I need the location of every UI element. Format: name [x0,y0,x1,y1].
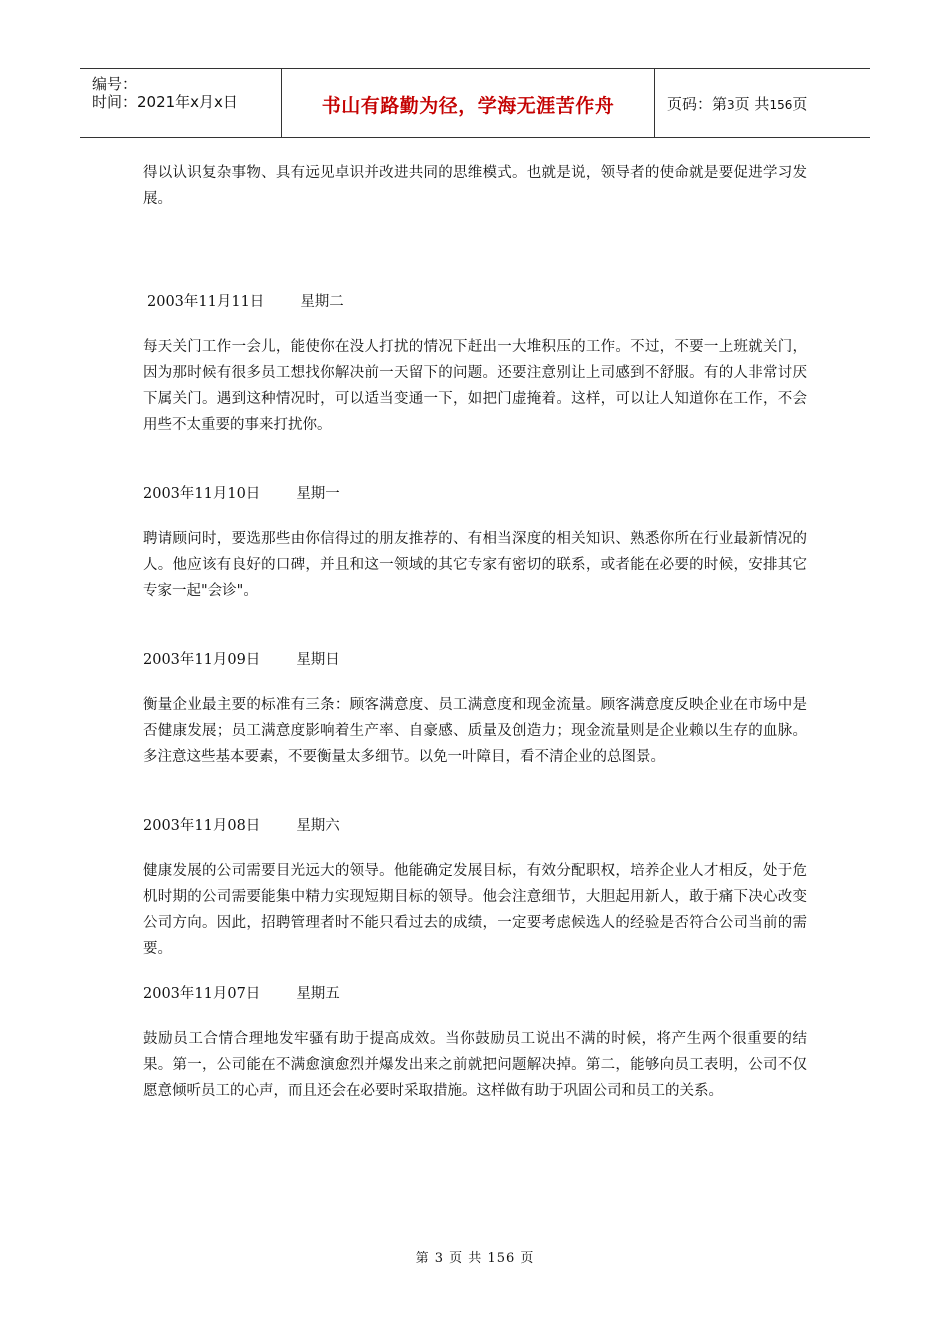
header-motto: 书山有路勤为径，学海无涯苦作舟 [321,95,615,117]
footer-suffix: 页 [520,1251,535,1266]
entry-paragraph: 衡量企业最主要的标准有三条：顾客满意度、员工满意度和现金流量。顾客满意度反映企业在市场中是否健康发展；员工满意度影响着生产率、自豪感、质量及创造力；现金流量则是企业赖以生存的血脉。多注意这些基本要素，不要衡量太多细节。以免一叶障目，看不清企业的总图景。 [143,697,807,765]
header-middle-cell [282,69,655,137]
entry-paragraph: 鼓励员工合情合理地发牢骚有助于提高成效。当你鼓励员工说出不满的时候，将产生两个很重要的结果。第一，公司能在不满愈演愈烈并爆发出来之前就把问题解决掉。第二，能够向员工表明，公司不仅愿意倾听员工的心声，而且还会在必要时采取措施。这样做有助于巩固公司和员工的关系。 [143,1031,807,1099]
entry-date-line [143,982,807,1006]
entry-weekday: 星期二 [300,294,344,310]
page-code-suffix: 页 [792,95,808,113]
page-code-mid: 页 共 [734,95,770,113]
intro-paragraph: 得以认识复杂事物、具有远见卓识并改进共同的思维模式。也就是说，领导者的使命就是要促进学习发展。 [143,165,807,207]
entry-weekday: 星期一 [296,486,340,502]
header-right-cell [655,69,870,137]
entry-date-line [143,814,807,838]
entry-date-line [143,648,807,672]
footer-current-page: 3 [434,1251,445,1266]
document-body [143,160,807,1104]
entry-paragraph: 每天关门工作一会儿，能使你在没人打扰的情况下赶出一大堆积压的工作。不过，不要一上班就关门，因为那时候有很多员工想找你解决前一天留下的问题。还要注意别让上司感到不舒服。有的人非常讨厌下属关门。遇到这种情况时，可以适当变通一下，如把门虚掩着。这样，可以让人知道你在工作，不会用些不太重要的事来打扰你。 [143,339,807,433]
document-number-label: 编号： [92,75,138,93]
page-code-current: 3 [727,98,735,112]
page-header [80,68,870,138]
page-code-total: 156 [769,98,793,112]
page-footer [0,1247,950,1266]
header-page-code [667,93,807,114]
entry-date: 2003年11月09日 [143,652,261,668]
document-time-label: 时间：2021年x月x日 [92,93,238,111]
entry-date: 2003年11月07日 [143,986,261,1002]
footer-prefix: 第 [415,1251,430,1266]
entry-date: 2003年11月08日 [143,818,261,834]
entry-date: 2003年11月10日 [143,486,261,502]
entry-date: 2003年11月11日 [147,294,265,310]
entry-weekday: 星期五 [296,986,340,1002]
entry-paragraph: 健康发展的公司需要目光远大的领导。他能确定发展目标，有效分配职权，培养企业人才相反，处于危机时期的公司需要能集中精力实现短期目标的领导。他会注意细节，大胆起用新人，敢于痛下决心改变公司方向。因此，招聘管理者时不能只看过去的成绩，一定要考虑候选人的经验是否符合公司当前的需要。 [143,863,807,957]
footer-total-pages: 156 [487,1251,516,1266]
page-code-prefix: 页码：第 [667,95,728,113]
footer-mid: 页 共 [449,1251,483,1266]
entry-date-line [143,482,807,506]
entry-date-line [143,290,807,314]
header-left-cell [80,69,282,137]
entry-weekday: 星期六 [296,818,340,834]
entry-paragraph: 聘请顾问时，要选那些由你信得过的朋友推荐的、有相当深度的相关知识、熟悉你所在行业最新情况的人。他应该有良好的口碑，并且和这一领域的其它专家有密切的联系，或者能在必要的时候，安排其它专家一起"会诊"。 [143,531,807,599]
entry-weekday: 星期日 [296,652,340,668]
